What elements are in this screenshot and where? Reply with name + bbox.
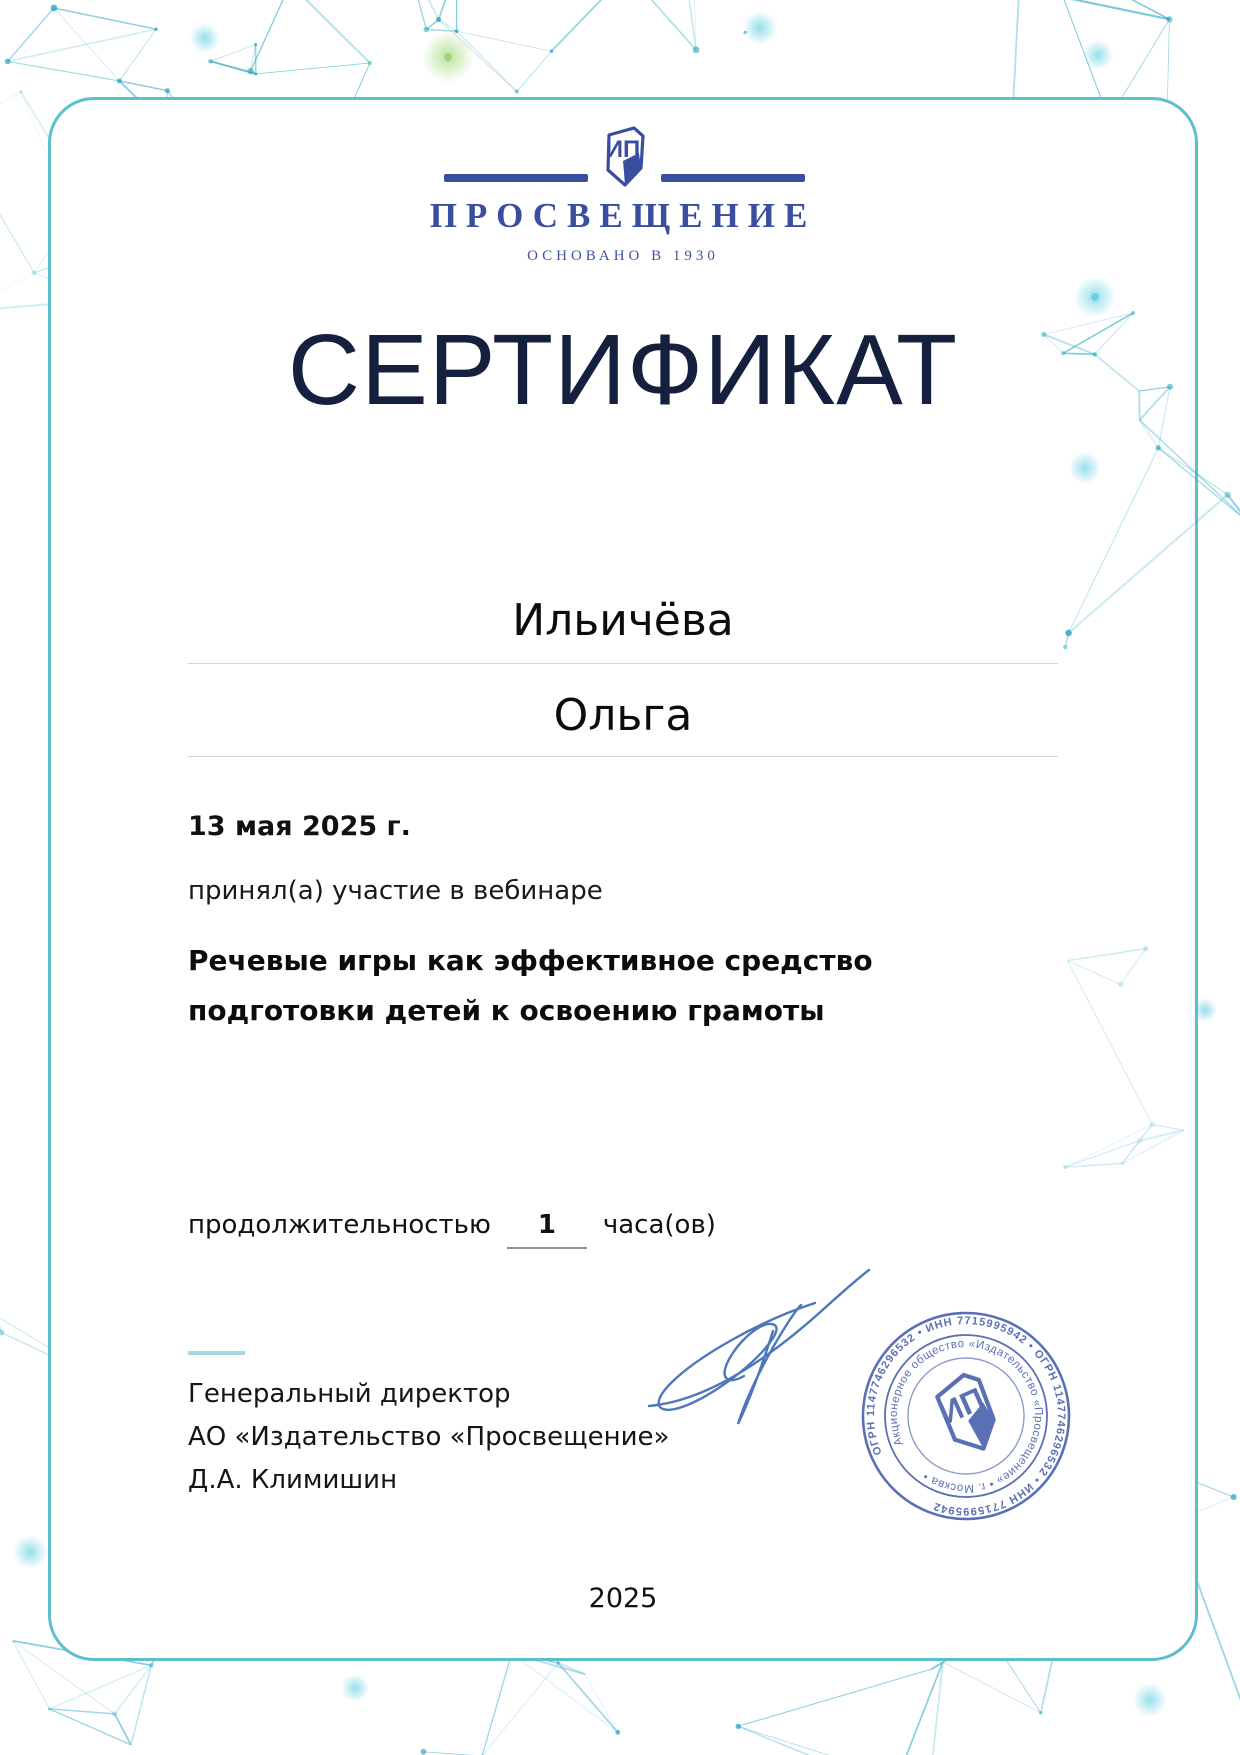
year-footer: 2025	[588, 1583, 658, 1614]
webinar-title-line-1: Речевые игры как эффективное средство	[188, 944, 873, 977]
participation-text: принял(а) участие в вебинаре	[188, 876, 603, 906]
name-underline-1	[188, 663, 1058, 664]
brand-founded: ОСНОВАНО В 1930	[527, 248, 719, 264]
recipient-first-name: Ольга	[553, 690, 693, 741]
signatory-name: Д.А. Климишин	[188, 1465, 398, 1495]
signatory-block	[188, 1373, 669, 1502]
certificate-card	[48, 97, 1198, 1661]
recipient-last-name: Ильичёва	[512, 595, 734, 646]
event-date: 13 мая 2025 г.	[188, 811, 411, 842]
publisher-logo-icon	[383, 103, 863, 203]
signatory-position: Генеральный директор	[188, 1379, 511, 1409]
signature-scrawl-icon	[649, 1270, 869, 1424]
name-underline-2	[188, 756, 1058, 757]
duration-units: часа(ов)	[602, 1210, 716, 1240]
logo-bar-right	[661, 174, 805, 182]
logo-monogram: ИП	[605, 136, 641, 163]
brand-name: ПРОСВЕЩЕНИЕ	[429, 196, 817, 235]
webinar-title-line-2: подготовки детей к освоению грамоты	[188, 994, 825, 1027]
logo-bar-left	[444, 174, 588, 182]
certificate-title: СЕРТИФИКАТ	[287, 314, 959, 426]
logo-shield-icon	[606, 128, 643, 185]
signature-accent-line	[188, 1351, 245, 1355]
seal-inner-ring-text: Акционерное общество «Издательство «Просвещение» • г. Москва •	[887, 1337, 1045, 1495]
duration-hours-value: 1	[507, 1210, 587, 1249]
duration-label: продолжительностью	[188, 1210, 491, 1240]
company-seal-icon	[830, 1280, 1102, 1552]
signature-and-seal	[623, 1193, 1123, 1563]
seal-shield-icon	[930, 1370, 1006, 1459]
seal-outer-ring-text: ОГРН 1147746296532 • ИНН 7715995942 • ОГРН 1147746296532 • ИНН 7715995942	[864, 1314, 1068, 1518]
seal-monogram: ИП	[933, 1380, 990, 1432]
signatory-company: АО «Издательство «Просвещение»	[188, 1422, 670, 1452]
webinar-title	[188, 936, 908, 1036]
